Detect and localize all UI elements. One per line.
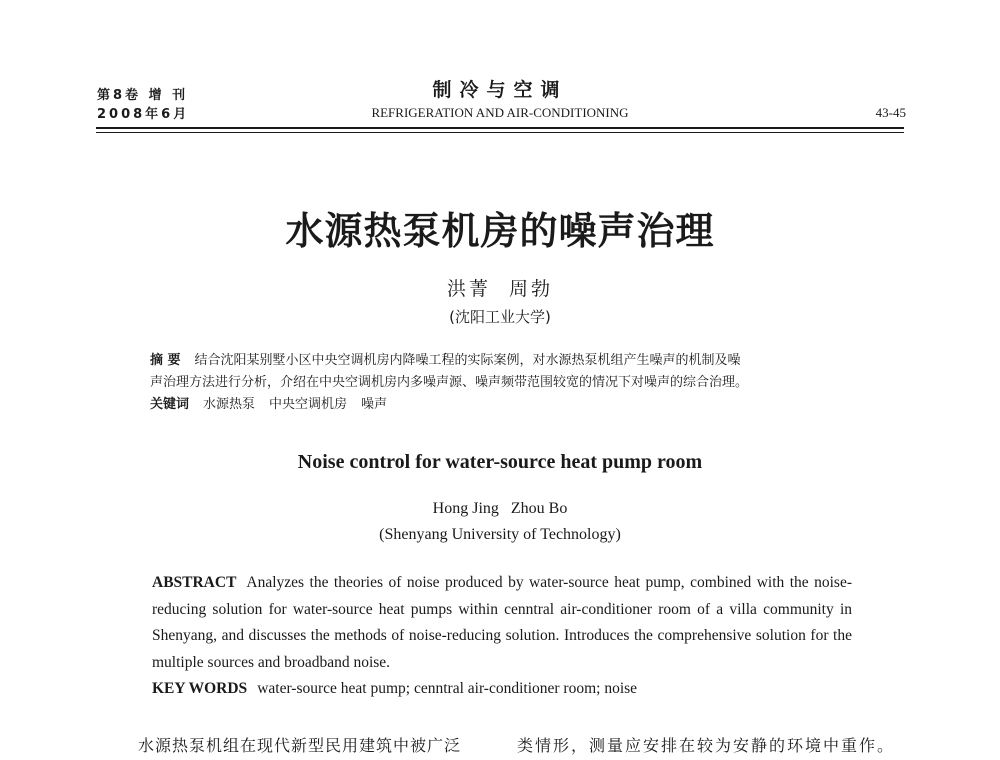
- abstract-text-cn: 声治理方法进行分析，介绍在中央空调机房内多噪声源、噪声频带范围较宽的情况下对噪声的综合治理。: [150, 375, 749, 390]
- affiliation-en: (Shenyang University of Technology): [379, 526, 621, 543]
- keyword-cn: 水源热泵: [203, 397, 256, 412]
- header-rule-thick: [96, 127, 904, 129]
- keyword-cn: 中央空调机房: [269, 397, 348, 412]
- body-column-left: 水源热泵机组在现代新型民用建筑中被广泛: [138, 736, 462, 755]
- abstract-label-en: ABSTRACT: [152, 574, 237, 591]
- running-header-left: [97, 86, 189, 124]
- page-range: 43-45: [875, 105, 906, 120]
- abstract-en: [152, 570, 852, 703]
- abstract-text-en: Analyzes the theories of noise produced by water-source heat pump, combined with the noise-reducing solution for water-source heat pumps within cenntral air-conditioner room of a villa community in Shenyang, and discusses the methods of noise-reducing solution. Introduces the comprehensive solution for the multiple sources and broadband noise.: [152, 574, 852, 671]
- keywords-cn: [150, 394, 860, 416]
- authors-en: [0, 500, 1000, 518]
- abstract-label-cn: 摘 要: [150, 353, 181, 368]
- journal-title-cn: 制冷与空调: [432, 79, 568, 101]
- keyword-cn: 噪声: [361, 397, 388, 412]
- affiliation-cn: (沈阳工业大学): [449, 308, 551, 326]
- author-cn: 洪菁: [446, 278, 491, 300]
- publication-date: 2008年6月: [97, 107, 190, 122]
- body-column-right: 类情形，测量应安排在较为安静的环境中重作。: [517, 736, 896, 755]
- authors-cn: [0, 274, 1000, 301]
- abstract-text-cn: 结合沈阳某别墅小区中央空调机房内降噪工程的实际案例，对水源热泵机组产生噪声的机制及噪: [194, 353, 741, 368]
- journal-title-en: REFRIGERATION AND AIR-CONDITIONING: [371, 105, 629, 120]
- keywords-text-en: water-source heat pump; cenntral air-conditioner room; noise: [257, 680, 638, 697]
- keywords-label-en: KEY WORDS: [152, 680, 248, 697]
- author-en: Hong Jing: [432, 500, 499, 517]
- keywords-label-cn: 关键词: [150, 397, 190, 412]
- running-header-center: [300, 78, 700, 122]
- paper-title-cn: 水源热泵机房的噪声治理: [285, 209, 715, 253]
- paper-title-en: Noise control for water-source heat pump room: [297, 451, 703, 473]
- abstract-cn: [150, 350, 860, 416]
- author-en: Zhou Bo: [510, 500, 568, 517]
- keywords-en: [152, 676, 852, 703]
- volume-issue: 第8卷 增 刊: [97, 88, 189, 103]
- header-rule-thin: [96, 132, 904, 133]
- author-cn: 周勃: [509, 278, 554, 300]
